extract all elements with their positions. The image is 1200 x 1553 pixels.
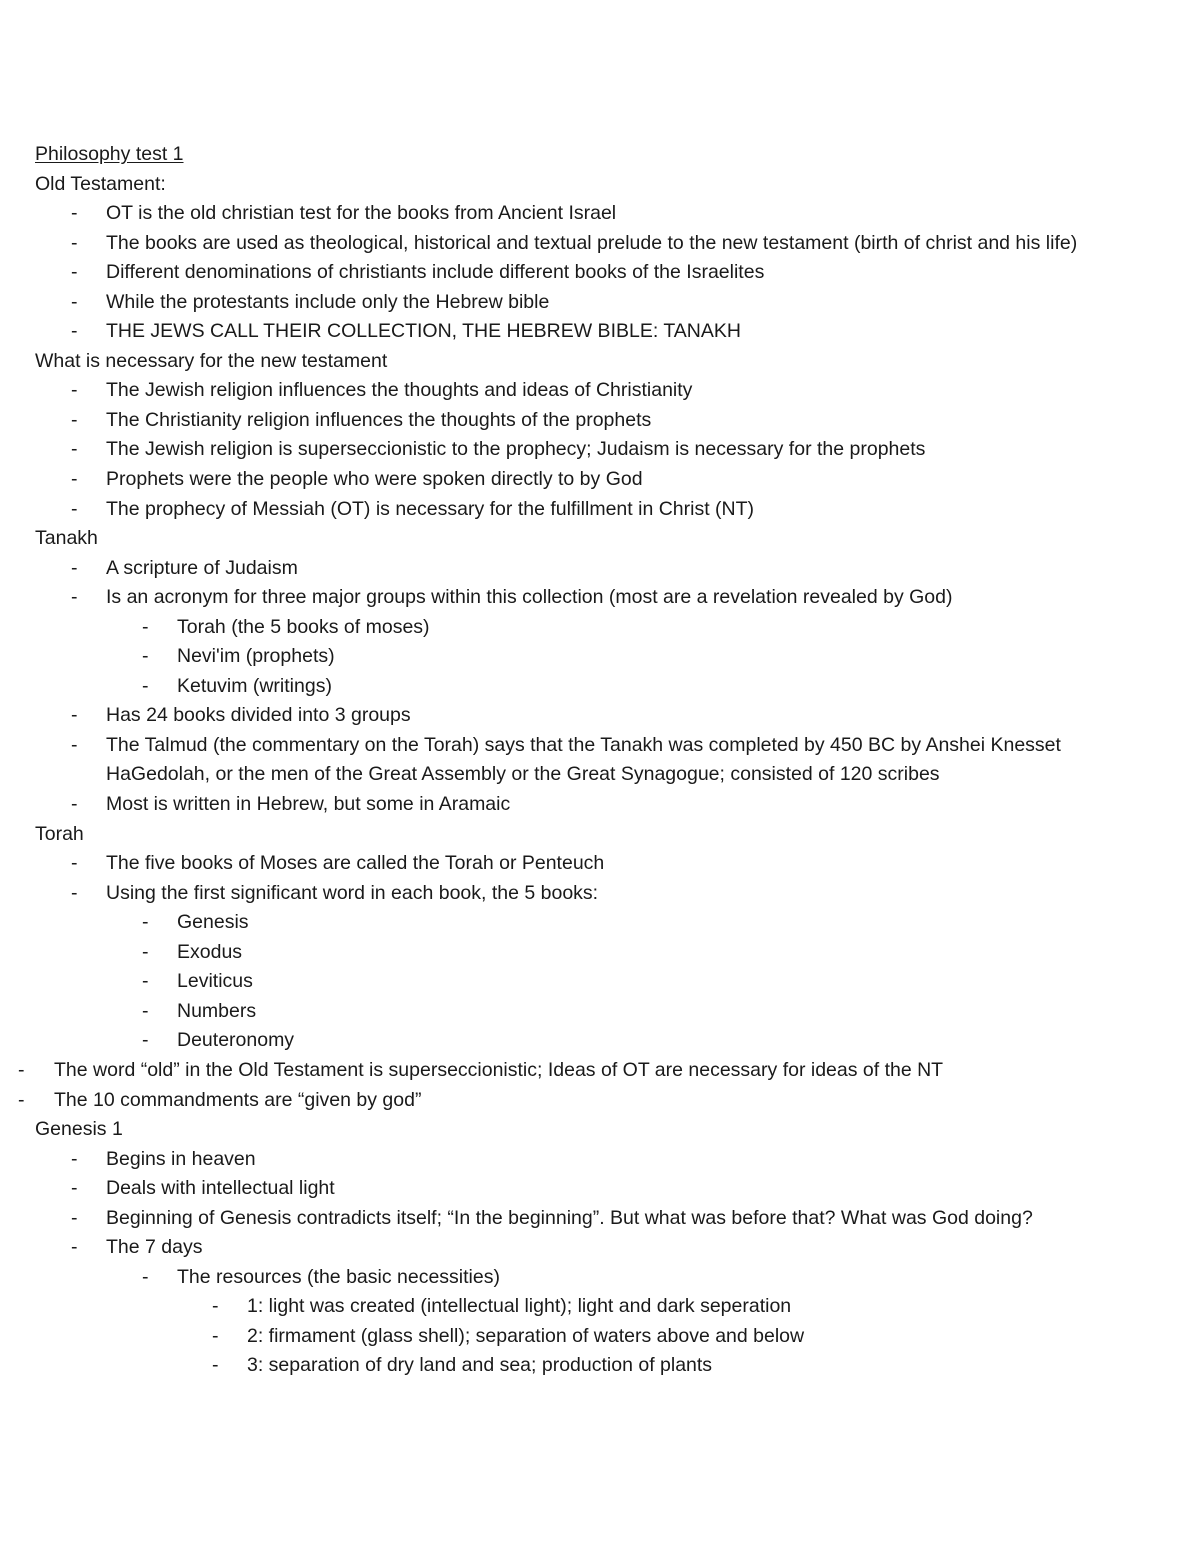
bullet-text: The Jewish religion is superseccionistic to the prophecy; Judaism is necessary for the prophets — [106, 438, 926, 461]
bullet-text: The Jewish religion influences the thoughts and ideas of Christianity — [106, 379, 693, 402]
section-heading: Tanakh — [35, 527, 98, 550]
bullet-item-level-1 — [0, 879, 1140, 909]
bullet-dash-icon: - — [142, 911, 149, 934]
bullet-item-level-1 — [0, 435, 1140, 465]
bullet-text: Numbers — [177, 999, 257, 1022]
bullet-text: Deals with intellectual light — [106, 1177, 335, 1200]
section-heading: Genesis 1 — [35, 1118, 123, 1141]
bullet-dash-icon: - — [142, 970, 149, 993]
section-heading: What is necessary for the new testament — [35, 349, 388, 372]
bullet-text: Exodus — [177, 940, 243, 963]
bullet-dash-icon: - — [212, 1354, 219, 1377]
bullet-text: While the protestants include only the Hebrew bible — [106, 290, 550, 313]
bullet-dash-icon: - — [142, 940, 149, 963]
bullet-item-level-1 — [0, 583, 1140, 613]
bullet-dash-icon: - — [71, 231, 78, 254]
bullet-dash-icon: - — [71, 438, 78, 461]
bullet-text: Leviticus — [177, 970, 253, 993]
section-heading: Old Testament: — [35, 172, 166, 195]
bullet-item-level-1 — [0, 1145, 1140, 1175]
bullet-dash-icon: - — [71, 1236, 78, 1259]
bullet-dash-icon: - — [142, 645, 149, 668]
bullet-dash-icon: - — [71, 881, 78, 904]
bullet-dash-icon: - — [71, 852, 78, 875]
bullet-item-level-1 — [0, 317, 1140, 347]
bullet-item-level-3 — [0, 1292, 1140, 1322]
bullet-text: OT is the old christian test for the books from Ancient Israel — [106, 202, 617, 225]
bullet-dash-icon: - — [142, 615, 149, 638]
bullet-dash-icon: - — [212, 1295, 219, 1318]
bullet-dash-icon: - — [212, 1324, 219, 1347]
bullet-text: Genesis — [177, 911, 249, 934]
section-heading: Torah — [35, 822, 84, 845]
bullet-item-level-3 — [0, 1322, 1140, 1352]
bullet-text: The word “old” in the Old Testament is superseccionistic; Ideas of OT are necessary for ideas of the NT — [54, 1058, 944, 1081]
bullet-dash-icon: - — [71, 497, 78, 520]
bullet-dash-icon: - — [71, 408, 78, 431]
bullet-dash-icon: - — [71, 704, 78, 727]
bullet-item-level-1 — [0, 554, 1140, 584]
bullet-dash-icon: - — [71, 379, 78, 402]
bullet-text: Ketuvim (writings) — [177, 674, 332, 697]
bullet-item-level-1 — [0, 1174, 1140, 1204]
bullet-item-level-1 — [0, 1204, 1140, 1234]
document-title-line — [0, 140, 1200, 170]
bullet-item-level-2 — [0, 642, 1140, 672]
bullet-item-level-1 — [0, 849, 1140, 879]
bullet-text: Different denominations of christiants include different books of the Israelites — [106, 261, 765, 284]
bullet-text: Prophets were the people who were spoken directly to by God — [106, 468, 643, 491]
bullet-item-level-1 — [0, 701, 1140, 731]
bullet-item-level-0 — [0, 1086, 1140, 1116]
bullet-text: The 7 days — [106, 1236, 203, 1259]
bullet-text: The Christianity religion influences the thoughts of the prophets — [106, 408, 652, 431]
bullet-text: 3: separation of dry land and sea; production of plants — [247, 1354, 713, 1377]
bullet-text: The resources (the basic necessities) — [177, 1265, 500, 1288]
bullet-text: Is an acronym for three major groups within this collection (most are a revelation revealed by God) — [106, 586, 953, 609]
bullet-dash-icon: - — [71, 1147, 78, 1170]
bullet-dash-icon: - — [71, 1206, 78, 1229]
bullet-item-level-2 — [0, 1263, 1140, 1293]
bullet-item-level-1 — [0, 288, 1140, 318]
bullet-item-level-2 — [0, 672, 1140, 702]
bullet-item-level-2 — [0, 967, 1140, 997]
bullet-text: THE JEWS CALL THEIR COLLECTION, THE HEBREW BIBLE: TANAKH — [106, 320, 741, 343]
bullet-item-level-1 — [0, 731, 1140, 790]
bullet-dash-icon: - — [71, 320, 78, 343]
bullet-dash-icon: - — [71, 468, 78, 491]
bullet-dash-icon: - — [142, 999, 149, 1022]
bullet-dash-icon: - — [142, 1265, 149, 1288]
bullet-text: The Talmud (the commentary on the Torah) says that the Tanakh was completed by 450 BC by Anshei Knesset HaGedolah, or the men of the Great Assembly or the Great Synagogue; consisted of 120 scribes — [106, 733, 1061, 786]
bullet-item-level-2 — [0, 938, 1140, 968]
bullet-item-level-1 — [0, 229, 1140, 259]
bullet-dash-icon: - — [142, 674, 149, 697]
bullet-item-level-2 — [0, 908, 1140, 938]
bullet-text: The 10 commandments are “given by god” — [54, 1088, 422, 1111]
bullet-item-level-0 — [0, 1056, 1140, 1086]
bullet-text: Beginning of Genesis contradicts itself; “In the beginning”. But what was before that? What was God doing? — [106, 1206, 1033, 1229]
document-body — [0, 140, 1200, 1381]
bullet-dash-icon: - — [71, 793, 78, 816]
bullet-dash-icon: - — [71, 586, 78, 609]
bullet-item-level-1 — [0, 1233, 1140, 1263]
bullet-text: The prophecy of Messiah (OT) is necessary for the fulfillment in Christ (NT) — [106, 497, 755, 520]
bullet-text: A scripture of Judaism — [106, 556, 298, 579]
bullet-text: The five books of Moses are called the Torah or Penteuch — [106, 852, 605, 875]
document-title: Philosophy test 1 — [35, 143, 184, 165]
bullet-dash-icon: - — [142, 1029, 149, 1052]
bullet-item-level-1 — [0, 258, 1140, 288]
bullet-text: Deuteronomy — [177, 1029, 295, 1052]
bullet-item-level-1 — [0, 790, 1140, 820]
bullet-text: Begins in heaven — [106, 1147, 256, 1170]
bullet-item-level-2 — [0, 997, 1140, 1027]
bullet-dash-icon: - — [18, 1088, 25, 1111]
notes-list — [0, 170, 1200, 1381]
bullet-text: Nevi'im (prophets) — [177, 645, 335, 668]
bullet-dash-icon: - — [71, 202, 78, 225]
bullet-item-level-1 — [0, 199, 1140, 229]
bullet-text: The books are used as theological, historical and textual prelude to the new testament (birth of christ and his life) — [106, 231, 1078, 254]
bullet-item-level-2 — [0, 613, 1140, 643]
bullet-dash-icon: - — [71, 556, 78, 579]
bullet-dash-icon: - — [71, 261, 78, 284]
bullet-item-level-1 — [0, 406, 1140, 436]
bullet-item-level-1 — [0, 495, 1140, 525]
bullet-item-level-2 — [0, 1026, 1140, 1056]
bullet-text: Has 24 books divided into 3 groups — [106, 704, 411, 727]
bullet-dash-icon: - — [71, 1177, 78, 1200]
bullet-text: 2: firmament (glass shell); separation of waters above and below — [247, 1324, 805, 1347]
bullet-dash-icon: - — [71, 290, 78, 313]
bullet-text: Torah (the 5 books of moses) — [177, 615, 430, 638]
bullet-text: Using the first significant word in each book, the 5 books: — [106, 881, 599, 904]
bullet-text: 1: light was created (intellectual light); light and dark seperation — [247, 1295, 792, 1318]
bullet-dash-icon: - — [18, 1058, 25, 1081]
bullet-text: Most is written in Hebrew, but some in Aramaic — [106, 793, 511, 816]
bullet-item-level-3 — [0, 1351, 1140, 1381]
bullet-item-level-1 — [0, 465, 1140, 495]
bullet-dash-icon: - — [71, 733, 78, 756]
bullet-item-level-1 — [0, 376, 1140, 406]
